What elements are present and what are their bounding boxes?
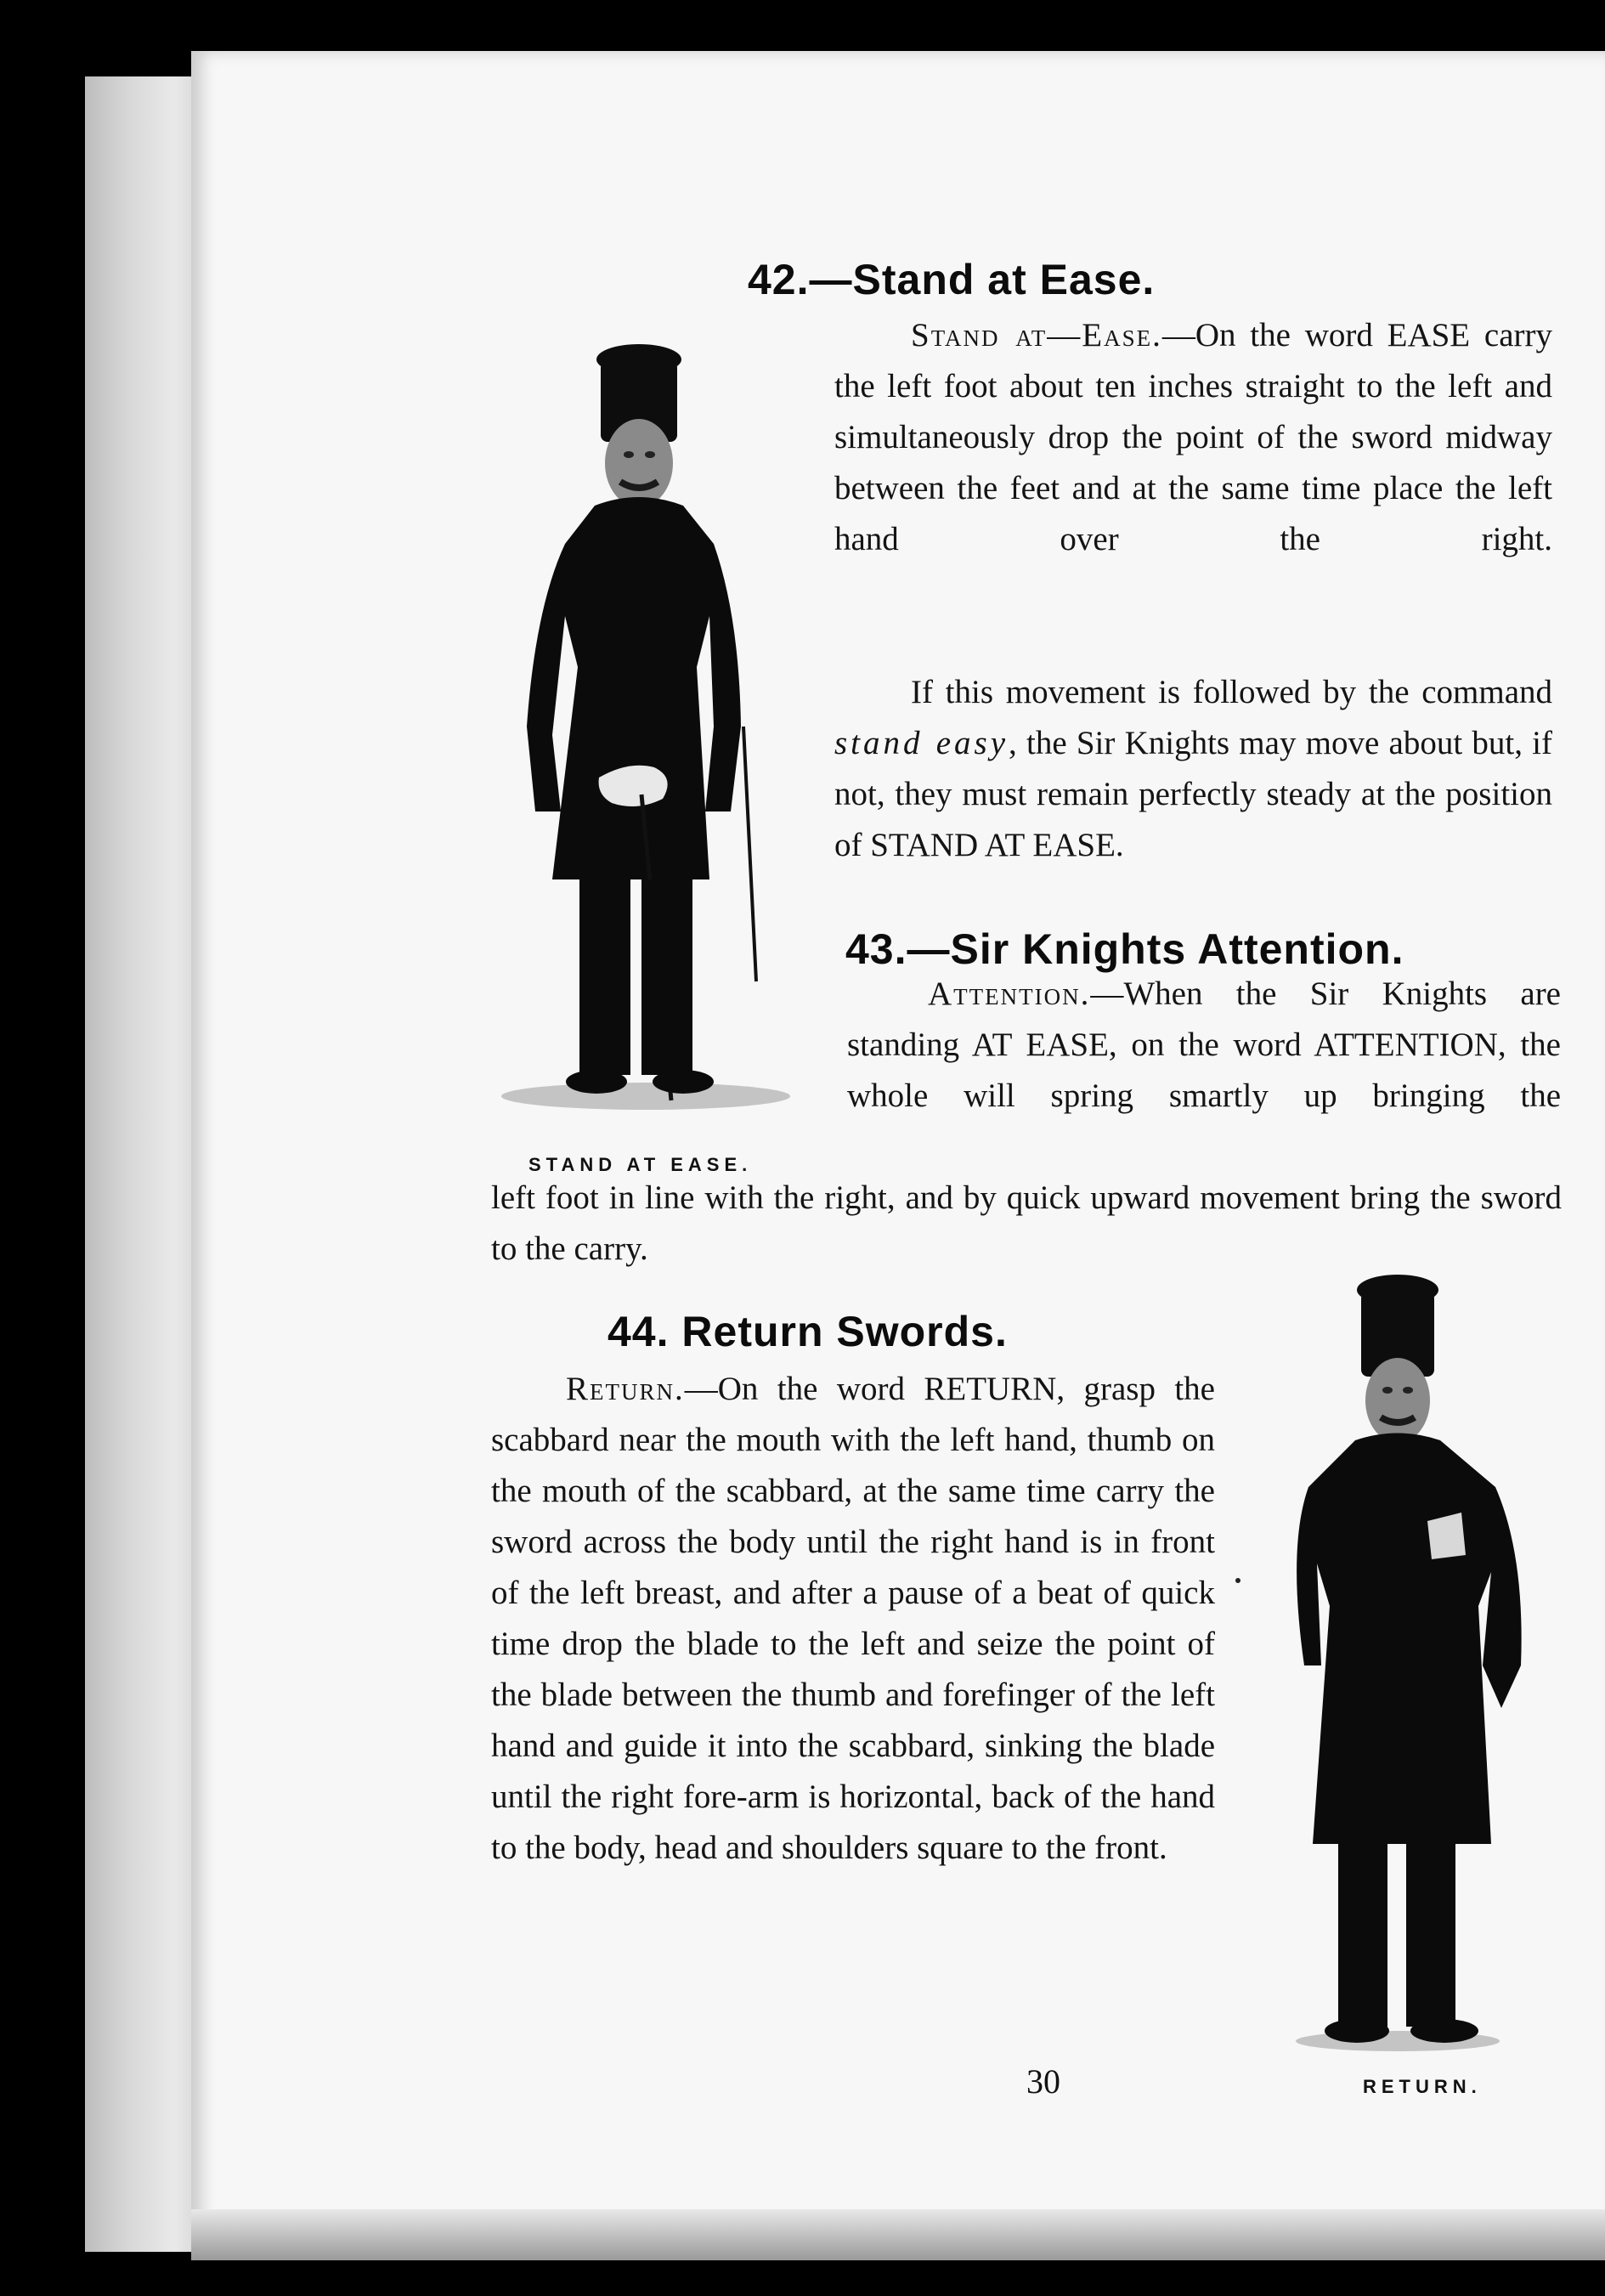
section-43-command: Attention. [928, 976, 1091, 1012]
stand-at-ease-caption: STAND AT EASE. [528, 1154, 753, 1175]
section-43-para-top [847, 969, 1561, 1122]
section-44-heading: 44. Return Swords. [608, 1308, 1008, 1355]
section-42-para1-text: —On the word EASE carry the left foot about ten inches straight to the left and simultaneously drop the point of the sword midway between the feet and at the same time place the left hand over the right. [834, 317, 1552, 557]
section-42-para2-italic: stand easy [834, 725, 1009, 761]
section-44-text: —On the word RETURN, grasp the scabbard near the mouth with the left hand, thumb on the mouth of the scabbard, at the same time carry the sword across the body until the right hand is in front of the left breast, and after a pause of a beat of quick time drop the blade to the left and seize the point of the blade between the thumb and forefinger of the left hand and guide it into the scabbard, sinking the blade until the right fore-arm is horizontal, back of the hand to the body, head and shoulders square to the front. [491, 1371, 1215, 1866]
section-43-text-top: —When the Sir Knights are standing AT EASE, on the word ATTENTION, the whole will spring smartly up bringing the [847, 976, 1561, 1114]
page-bottom-edge [191, 2209, 1605, 2260]
section-43-heading: 43.—Sir Knights Attention. [845, 925, 1404, 973]
return-caption: RETURN. [1363, 2076, 1482, 2097]
section-42-command: Stand at—Ease. [911, 317, 1162, 353]
margin-mark [1235, 1578, 1240, 1583]
return-figure [1279, 1266, 1534, 2065]
page-number: 30 [1026, 2062, 1060, 2101]
section-42-para2 [834, 667, 1552, 871]
section-42-para2-start: If this movement is followed by the command [911, 674, 1552, 710]
section-42-heading: 42.—Stand at Ease. [748, 256, 1156, 303]
section-44-para [491, 1364, 1215, 1874]
section-44-command: Return. [566, 1371, 685, 1407]
stand-at-ease-figure [501, 336, 807, 1126]
section-42-para1 [834, 310, 1552, 565]
section-43-para-wide: left foot in line with the right, and by quick upward movement bring the sword to the carry. [491, 1179, 1562, 1267]
section-42-para2-end: , the Sir Knights may move about but, if not, they must remain perfectly steady at the position of STAND AT EASE. [834, 725, 1553, 863]
